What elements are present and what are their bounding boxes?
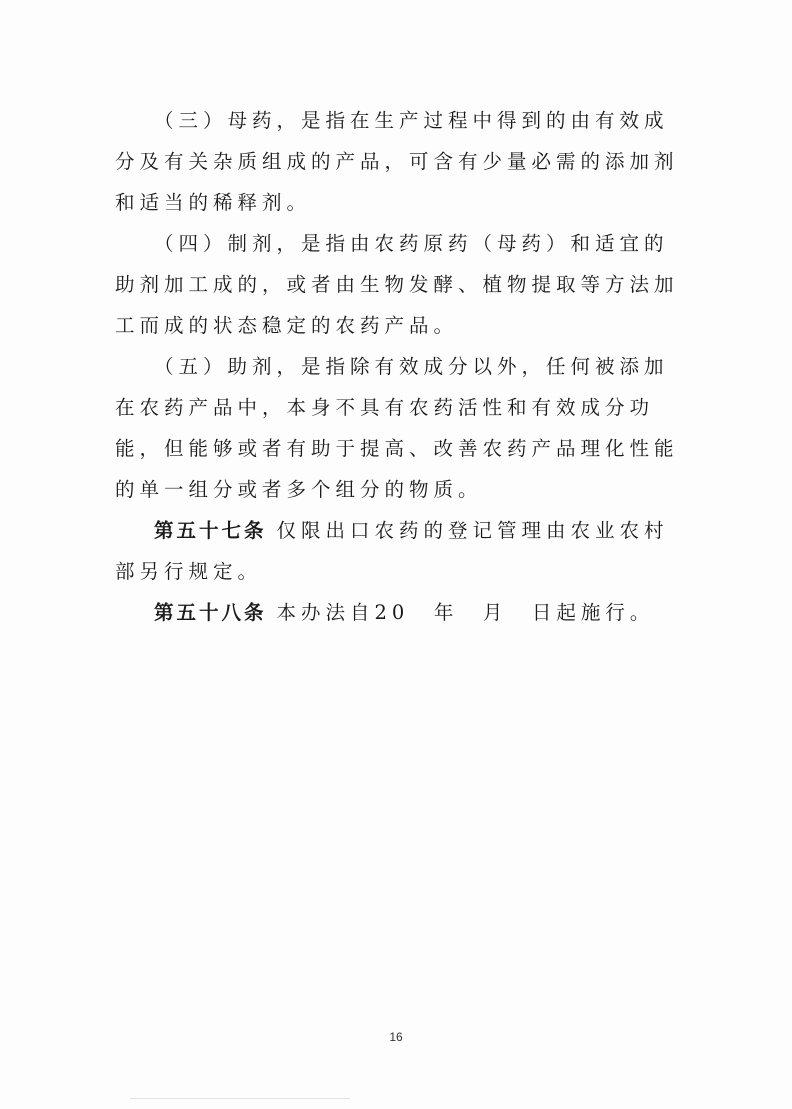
article-57-title: 第五十七条 (154, 519, 267, 542)
definition-paragraph-5: （五）助剂，是指除有效成分以外，任何被添加在农药产品中，本身不具有农药活性和有效成分功能，但能够或者有助于提高、改善农药产品理化性能的单一组分或者多个组分的物质。 (115, 355, 679, 501)
document-body (115, 100, 685, 633)
article-58-text: 本办法自20 年 月 日起施行。 (276, 601, 655, 624)
article-58 (115, 592, 685, 633)
definition-paragraph-4: （四）制剂，是指由农药原药（母药）和适宜的助剂加工成的，或者由生物发酵、植物提取等方法加工而成的状态稳定的农药产品。 (115, 232, 679, 337)
article-58-title: 第五十八条 (154, 601, 267, 624)
page-number: 16 (389, 1030, 403, 1044)
article-57 (115, 510, 685, 592)
article-57-text: 仅限出口农药的登记管理由农业农村部另行规定。 (115, 519, 669, 583)
scan-edge-mark (130, 1098, 350, 1099)
definition-paragraph-3: （三）母药，是指在生产过程中得到的由有效成分及有关杂质组成的产品，可含有少量必需的添加剂和适当的稀释剂。 (115, 109, 679, 214)
